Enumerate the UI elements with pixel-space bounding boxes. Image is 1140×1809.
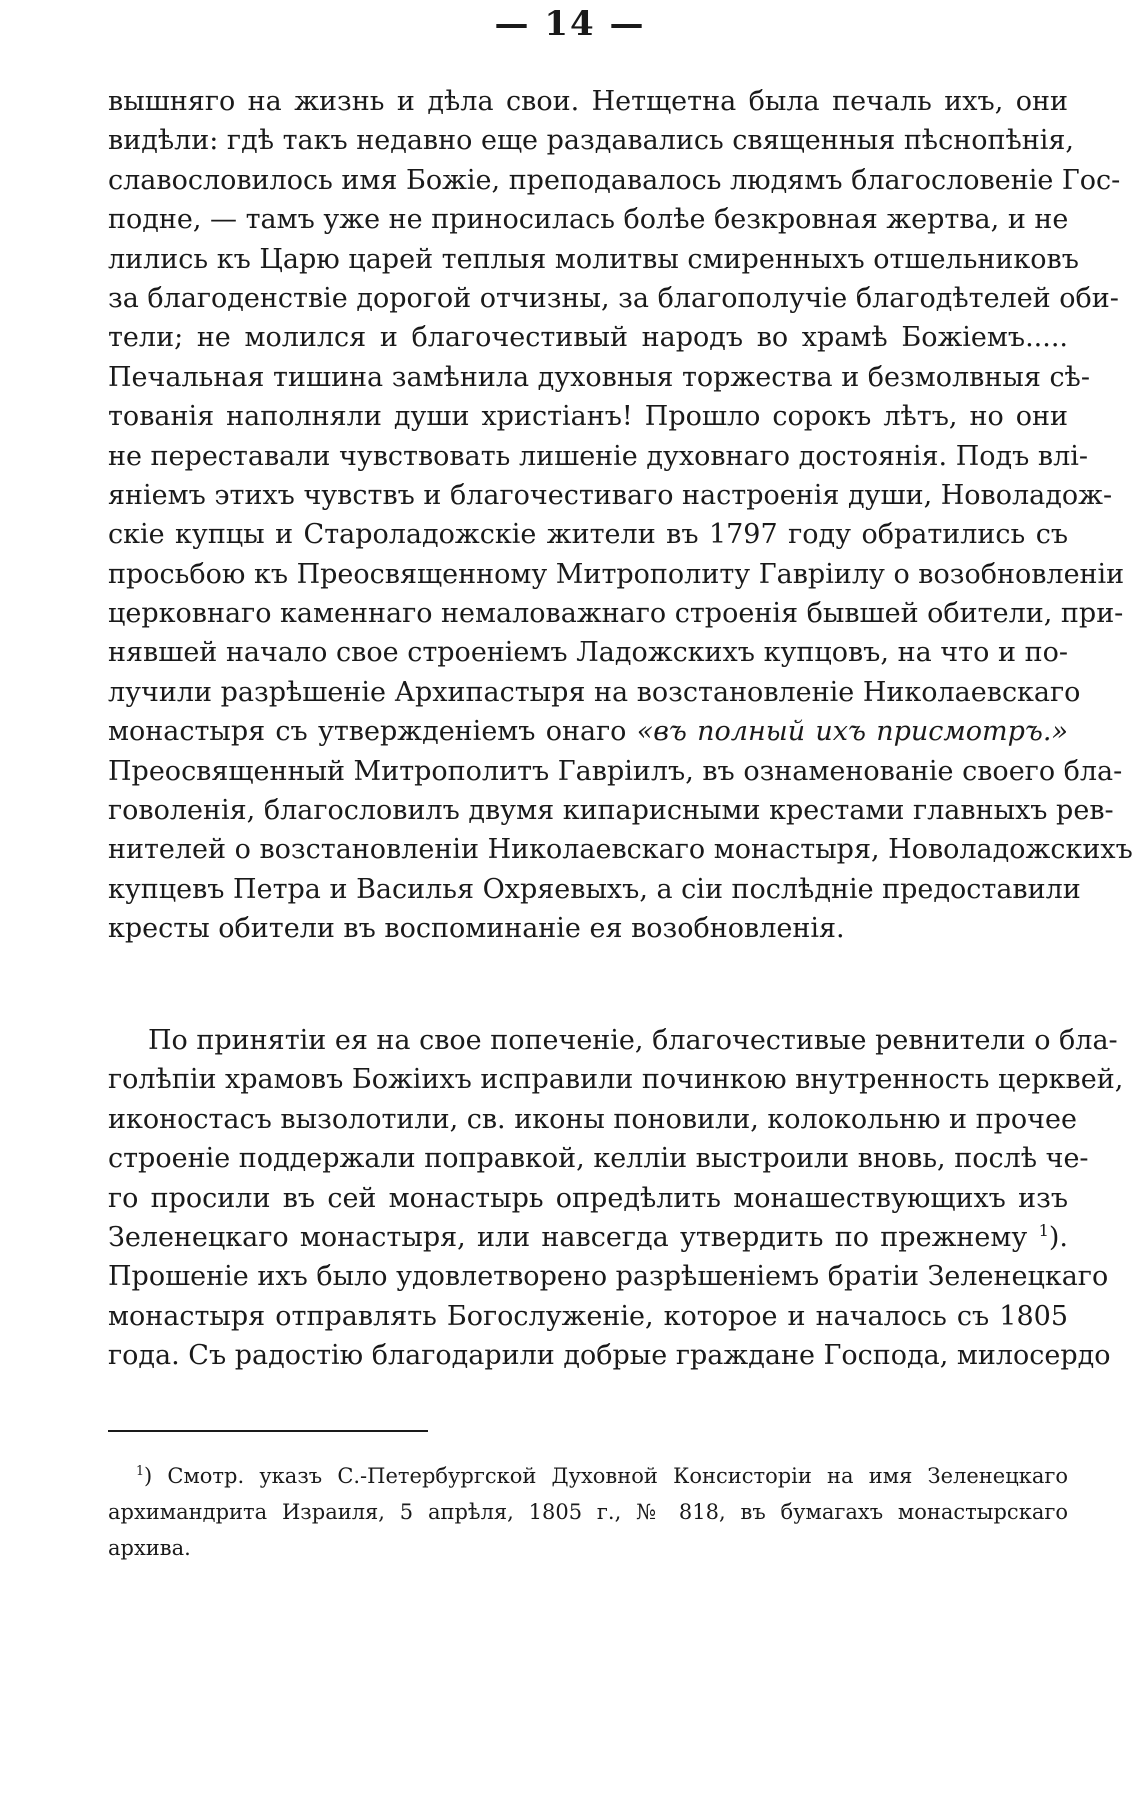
text-line: видѣли: гдѣ такъ недавно еще раздавались священныя пѣснопѣнія, [108,125,1074,157]
text-line: церковнаго каменнаго немаловажнаго строенія бывшей обители, при- [108,598,1124,630]
text-line: говоленія, благословилъ двумя кипарисными крестами главныхъ рев- [108,795,1114,827]
text-line: за благоденствіе дорогой отчизны, за благополучіе благодѣтелей оби- [108,282,1119,314]
text-line: славословилось имя Божіе, преподавалось людямъ благословеніе Гос- [108,164,1121,196]
text-line: нителей о возстановленіи Николаевскаго монастыря, Новоладожскихъ [108,834,1133,866]
text-line: просьбою къ Преосвященному Митрополиту Гавріилу о возобновленіи [108,558,1125,590]
text-line: По принятіи ея на свое попеченіе, благочестивые ревнители о бла- [148,1025,1118,1056]
footnote-divider [108,1430,428,1432]
text-line: нявшей начало свое строеніемъ Ладожскихъ купцовъ, на что и по- [108,637,1068,669]
text-line: голѣпіи храмовъ Божіихъ исправили починкою внутренность церквей, [108,1064,1124,1096]
text-line: купцевъ Петра и Василья Охряевыхъ, а сіи послѣдніе предоставили [108,873,1081,905]
footnote-line [108,1458,1068,1494]
text-line: монастыря отправлять Богослуженіе, которое и началось съ 1805 [108,1300,1068,1332]
text-line: иконостасъ вызолотили, св. иконы поновили, колокольню и прочее [108,1103,1077,1135]
text-segment: ). [1048,1221,1068,1253]
footnote-line: архива. [108,1536,191,1560]
text-segment: Зеленецкаго монастыря, или навсегда утвердить по прежнему [108,1221,1028,1253]
text-line: го просили въ сей монастырь опредѣлить монашествующихъ изъ [108,1182,1068,1214]
text-line: тели; не молился и благочестивый народъ во храмѣ Божіемъ..... [108,322,1068,354]
text-line: не переставали чувствовать лишеніе духовнаго достоянія. Подъ влі- [108,440,1088,472]
paragraph-2 [108,1021,1124,1376]
text-line-with-footnote-ref [108,1218,1068,1257]
text-line: тованія наполняли души христіанъ! Прошло сорокъ лѣтъ, но они [108,401,1068,433]
page-number: — 14 — [494,4,646,44]
text-line: лучили разрѣшеніе Архипастыря на возстановленіе Николаевскаго [108,676,1081,708]
text-line: Прошеніе ихъ было удовлетворено разрѣшеніемъ братіи Зеленецкаго [108,1261,1109,1293]
footnote-line: архимандрита Израиля, 5 апрѣля, 1805 г., № 818, въ бумагахъ монастырскаго [108,1500,1068,1524]
text-segment: ) Смотр. указъ С.-Петербургской Духовной Консисторіи на имя Зеленецкаго [144,1464,1068,1488]
text-line: скіе купцы и Староладожскіе жители въ 1797 году обратились съ [108,519,1068,551]
text-line: яніемъ этихъ чувствъ и благочестиваго настроенія души, Новоладож- [108,479,1113,511]
text-line: подне, — тамъ уже не приносилась болѣе безкровная жертва, и не [108,204,1069,236]
text-line: строеніе поддержали поправкой, келліи выстроили вновь, послѣ че- [108,1143,1089,1175]
paragraph-1 [108,82,1133,949]
text-line: вышняго на жизнь и дѣла свои. Нетщетна была печаль ихъ, они [108,86,1068,117]
text-line: Печальная тишина замѣнила духовныя торжества и безмолвныя сѣ- [108,361,1090,393]
text-line: года. Съ радостію благодарили добрые граждане Господа, милосердо [108,1340,1111,1372]
footnote-reference[interactable]: 1 [1038,1220,1049,1240]
text-line-with-quote [108,712,1068,751]
italic-quote: «въ полный ихъ присмотръ.» [636,716,1068,748]
text-line: лились къ Царю царей теплыя молитвы смиренныхъ отшельниковъ [108,243,1079,275]
footnote [108,1458,1068,1566]
text-segment: монастыря съ утвержденіемъ онаго [108,716,627,748]
footnote-marker: 1 [136,1463,145,1478]
text-line: кресты обители въ воспоминаніе ея возобновленія. [108,913,845,945]
text-line: Преосвященный Митрополитъ Гавріилъ, въ ознаменованіе своего бла- [108,755,1123,787]
